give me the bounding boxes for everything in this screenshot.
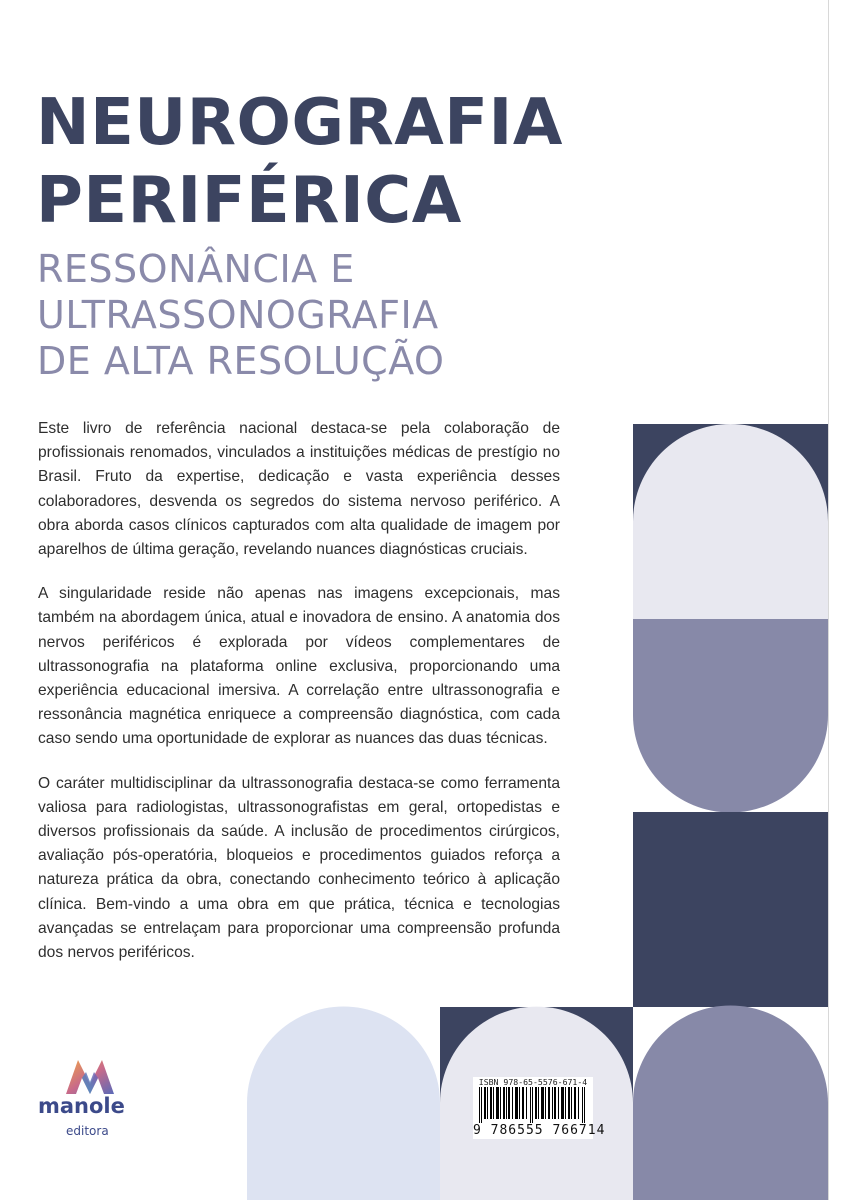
deco-lavender-arc-bottom	[633, 1006, 828, 1200]
deco-pale-blue-teardrop	[247, 1007, 440, 1200]
deco-lavender-drop	[633, 619, 828, 813]
synopsis-paragraph-1: Este livro de referência nacional destaca-se pela colaboração de profissionais renomados, vinculados a instituições médicas de prestígio no Brasil. Fruto da expertise, dedicação e vasta experiência desses colaboradores, desvenda os segredos do sistema nervoso periférico. A obra aborda casos clínicos capturados com alta qualidade de imagem por aparelhos de última geração, revelando nuances diagnósticas cruciais.	[38, 420, 560, 559]
synopsis-paragraph-3: O caráter multidisciplinar da ultrassonografia destaca-se como ferramenta valiosa para radiologistas, ultrassonografistas em geral, ortopedistas e diversos profissionais da saúde. A inclusão de procedimentos cirúrgicos, avaliação pós-operatória, bloqueios e procedimentos guiados reforça a natureza prática da obra, conectando conhecimento teórico à aplicação clínica. Bem-vindo a uma obra em que prática, técnica e tecnologias avançadas se entrelaçam para proporcionar uma compreensão profunda dos nervos periféricos.	[38, 774, 560, 962]
book-title-line-1: NEUROGRAFIA	[36, 86, 563, 160]
publisher-subtitle: editora	[66, 1124, 109, 1138]
barcode-bars	[477, 1087, 589, 1123]
book-subtitle-line-2: ULTRASSONOGRAFIA	[37, 293, 439, 337]
publisher-name: manole	[38, 1094, 125, 1118]
synopsis-paragraph-2: A singularidade reside não apenas nas imagens excepcionais, mas também na abordagem única, atual e inovadora de ensino. A anatomia dos nervos periféricos é explorada por vídeos complementares de ultrassonografia na plataforma online exclusiva, proporcionando uma experiência educacional imersiva. A correlação entre ultrassonografia e ressonância magnética enriquece a compreensão diagnóstica, com cada caso sendo uma oportunidade de explorar as nuances das duas técnicas.	[38, 585, 560, 748]
book-title-line-2: PERIFÉRICA	[36, 164, 462, 238]
isbn-label: ISBN 978-65-5576-671-4	[478, 1077, 588, 1087]
isbn-barcode	[473, 1077, 606, 1139]
book-subtitle-line-1: RESSONÂNCIA E	[37, 247, 355, 291]
deco-pale-teardrop-top	[633, 424, 828, 619]
deco-navy-square-middle	[633, 812, 828, 1007]
book-subtitle-line-3: DE ALTA RESOLUÇÃO	[37, 339, 445, 383]
barcode-digits: 9 786555 766714	[473, 1123, 606, 1138]
